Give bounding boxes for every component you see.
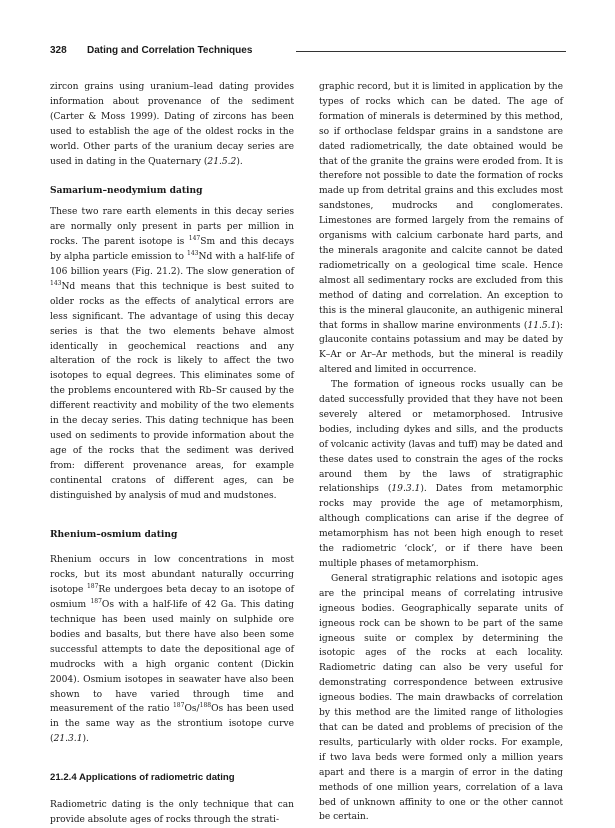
cross-reference: 11.5.1 <box>527 320 557 331</box>
paragraph-applications: Radiometric dating is the only technique that can provide absolute ages of rocks through the strati- <box>50 800 294 825</box>
page-number: 328 <box>50 45 67 56</box>
heading-samarium-neodymium: Samarium–neodymium dating <box>50 185 203 197</box>
cross-reference: 21.5.2 <box>207 156 237 167</box>
cross-reference: 21.3.1 <box>53 734 83 745</box>
running-header <box>50 43 566 63</box>
running-title: Dating and Correlation Techniques <box>87 45 253 56</box>
paragraph-sedimentary-dating: graphic record, but it is limited in application by the types of rocks which can be dated. The age of formation of minerals is determined by this method, so if orthoclase feldspar grains in a sandstone are dated radiometrically, the date obtained would be that of the granite the grains were eroded from. It is therefore not possible to date the formation of rocks made up from detrital grains and this excludes most sandstones, mudrocks and conglomerates. Limestones are formed largely from the remains of organisms with calcium carbonate hard parts, and the minerals aragonite and calcite cannot be dated radiometrically on a geological time scale. Hence almost all sedimentary rocks are excluded from this method of dating and correlation. An exception to this is the mineral glauconite, an authigenic mineral that forms in shallow marine environments (11.5.1): glauconite contains potassium and may be dated by K–Ar or Ar–Ar methods, but the mineral is readily altered and limited in occurrence. <box>319 82 563 376</box>
paragraph-igneous-dating: The formation of igneous rocks usually can be dated successfully provided that they have not been severely altered or metamorphosed. Intrusive bodies, including dykes and sills, and the products of volcanic activity (lavas and tuff) may be dated and these dates used to constrain the ages of the rocks around them by the laws of stratigraphic relationships (19.3.1). Dates from metamorphic rocks may provide the age of metamorphism, although complications can arise if the degree of metamorphism has not been high enough to reset the radiometric ‘clock’, or if there have been multiple phases of metamorphism. <box>319 380 564 569</box>
left-column <box>50 80 294 828</box>
paragraph-samarium-neodymium: These two rare earth elements in this decay series are normally only present in parts per million in rocks. The parent isotope is $^{147}$Sm and this decays by alpha particle emission to $^{143}$Nd with a half-life of 106 billion years (Fig. 21.2). The slow generation of $^{143}$Nd means that this technique is best suited to older rocks as the effects of analytical errors are less significant. The advantage of using this decay series is that the two elements behave almost identically in geochemical reactions and any alteration of the rock is likely to affect the two isotopes to equal degrees. This eliminates some of the problems encountered with Rb–Sr caused by the different reactivity and mobility of the two elements in the decay series. This dating technique has been used on sediments to provide information about the age of the rocks that the sediment was derived from: different provenance areas, for example continental cratons of different ages, can be distinguished by analysis of mud and mudstones. <box>50 207 295 501</box>
header-rule <box>296 51 566 52</box>
right-column <box>319 80 563 825</box>
paragraph-rhenium-osmium: Rhenium occurs in low concentrations in most rocks, but its most abundant naturally occurring isotope $^{187}$Re undergoes beta decay to an isotope of osmium $^{187}$Os with a half-life of 42 Ga. This dating technique has been used mainly on sulphide ore bodies and basalts, but there have also been some successful attempts to date the depositional age of mudrocks with a high organic content (Dickin 2004). Osmium isotopes in seawater have also been shown to have varied through time and measurement of the ratio $^{187}$Os/$^{188}$Os has been used in the same way as the strontium isotope curve (21.3.1). <box>50 555 294 745</box>
paragraph-correlation: General stratigraphic relations and isotopic ages are the principal means of correlating intrusive igneous bodies. Geographically separate units of igneous rock can be shown to be part of the same igneous suite or complex by determining the isotopic ages of the rocks at each locality. Radiometric dating can also be very useful for demonstrating correspondence between extrusive igneous bodies. The main drawbacks of correlation by this method are the limited range of lithologies that can be dated and problems of precision of the results, particularly with older rocks. For example, if two lava beds were formed only a million years apart and there is a margin of error in the dating methods of one million years, correlation of a lava bed of unknown affinity to one or the other cannot be certain. <box>319 573 563 823</box>
paragraph-zircon: zircon grains using uranium–lead dating provides information about provenance of the sediment (Carter & Moss 1999). Dating of zircons has been used to establish the age of the oldest rocks in the world. Other parts of the uranium decay series are used in dating in the Quaternary (21.5.2). <box>50 82 294 167</box>
heading-rhenium-osmium: Rhenium–osmium dating <box>50 529 178 541</box>
section-heading-applications: 21.2.4 Applications of radiometric dating <box>50 772 235 784</box>
cross-reference: 19.3.1 <box>391 484 421 495</box>
